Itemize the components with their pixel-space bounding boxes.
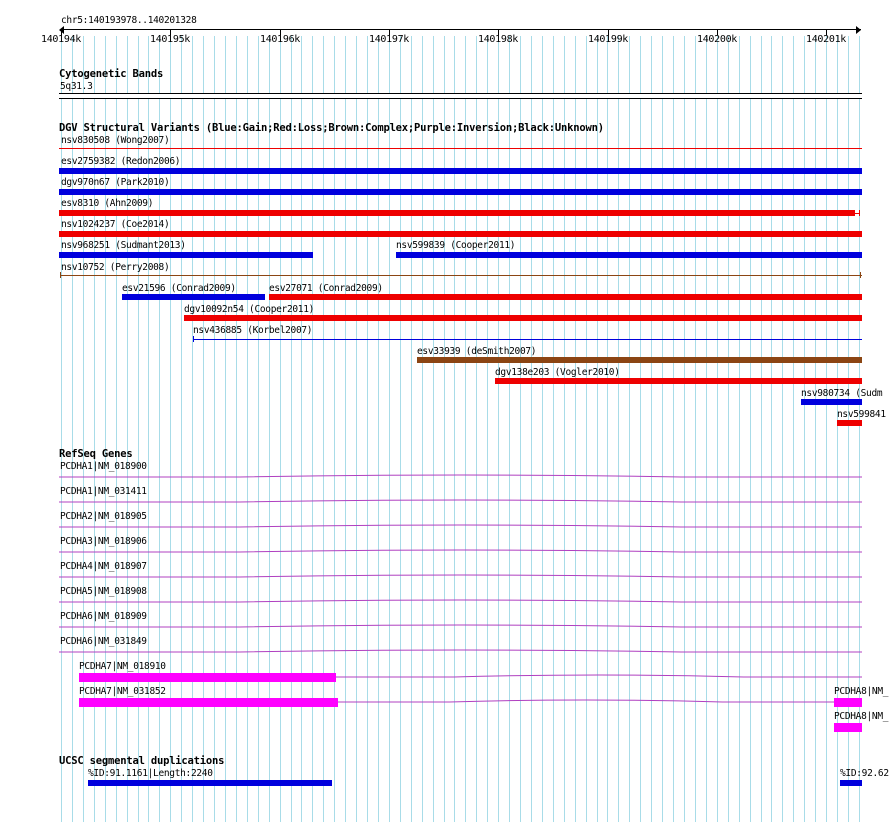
- gene-intron-line[interactable]: [59, 600, 862, 602]
- gene-label: PCDHA6|NM_031849: [60, 636, 147, 647]
- gene-intron-line[interactable]: [59, 525, 862, 527]
- gene-intron-line[interactable]: [338, 700, 834, 702]
- gene-exon[interactable]: [834, 723, 862, 732]
- gene-label: PCDHA6|NM_018909: [60, 611, 147, 622]
- gene-label: PCDHA5|NM_018908: [60, 586, 147, 597]
- dgv-feature-label: dgv138e203 (Vogler2010): [495, 367, 620, 378]
- ruler-tick-label: 140198k: [477, 34, 519, 45]
- ruler-tick-label: 140195k: [149, 34, 191, 45]
- dgv-feature-label: esv2759382 (Redon2006): [61, 156, 181, 167]
- gene-exon[interactable]: [79, 698, 338, 707]
- gene-label: PCDHA1|NM_031411: [60, 486, 147, 497]
- gene-label: PCDHA4|NM_018907: [60, 561, 147, 572]
- gene-intron-line[interactable]: [59, 475, 862, 477]
- gene-label: PCDHA3|NM_018906: [60, 536, 147, 547]
- ruler-tick-label: 140194k: [40, 34, 82, 45]
- cytoband-track-title: Cytogenetic Bands: [59, 68, 164, 80]
- gene-label: PCDHA7|NM_031852: [79, 686, 166, 697]
- segdup-bar[interactable]: [88, 780, 332, 786]
- dgv-feature-label: nsv599839 (Cooper2011): [396, 240, 516, 251]
- ruler-tick-label: 140197k: [368, 34, 410, 45]
- locus-label: chr5:140193978..140201328: [61, 15, 197, 26]
- ruler-tick-label: 140199k: [587, 34, 629, 45]
- dgv-feature-label: nsv599841: [837, 409, 886, 420]
- gene-label: PCDHA8|NM_: [834, 711, 889, 722]
- dgv-feature-label: nsv830508 (Wong2007): [61, 135, 170, 146]
- dgv-feature-label: nsv968251 (Sudmant2013): [61, 240, 186, 251]
- dgv-feature-label: nsv436885 (Korbel2007): [193, 325, 313, 336]
- dgv-feature-label: esv33939 (deSmith2007): [417, 346, 537, 357]
- dgv-feature-label: esv8310 (Ahn2009): [61, 198, 154, 209]
- dgv-feature-label: esv21596 (Conrad2009): [122, 283, 236, 294]
- gene-intron-line[interactable]: [59, 650, 862, 652]
- gene-intron-line[interactable]: [336, 675, 862, 677]
- segdup-label: %ID:92.62: [840, 768, 889, 779]
- dgv-feature-label: dgv970n67 (Park2010): [61, 177, 170, 188]
- refseq-track-title: RefSeq Genes: [59, 448, 133, 460]
- gene-intron-line[interactable]: [59, 575, 862, 577]
- gene-intron-line[interactable]: [59, 625, 862, 627]
- gene-intron-line[interactable]: [59, 500, 862, 502]
- ruler-tick-label: 140200k: [696, 34, 738, 45]
- segdup-label: %ID:91.1161|Length:2240: [88, 768, 213, 779]
- gene-label: PCDHA8|NM_: [834, 686, 889, 697]
- ruler-tick-label: 140201k: [805, 34, 847, 45]
- ruler-tick-label: 140196k: [259, 34, 301, 45]
- gene-intron-line[interactable]: [59, 550, 862, 552]
- segdup-track-title: UCSC segmental duplications: [59, 755, 225, 767]
- dgv-feature-label: nsv1024237 (Coe2014): [61, 219, 170, 230]
- cytoband-label: 5q31.3: [60, 81, 93, 92]
- gene-label: PCDHA2|NM_018905: [60, 511, 147, 522]
- dgv-feature-label: nsv10752 (Perry2008): [61, 262, 170, 273]
- gene-exon[interactable]: [79, 673, 336, 682]
- segdup-bar[interactable]: [840, 780, 862, 786]
- dgv-feature-label: esv27071 (Conrad2009): [269, 283, 383, 294]
- gene-label: PCDHA7|NM_018910: [79, 661, 166, 672]
- dgv-track-title: DGV Structural Variants (Blue:Gain;Red:Loss;Brown:Complex;Purple:Inversion;Black:Unknown): [59, 122, 604, 134]
- dgv-feature-label: nsv980734 (Sudm: [801, 388, 883, 399]
- gene-label: PCDHA1|NM_018900: [60, 461, 147, 472]
- dgv-feature-label: dgv10092n54 (Cooper2011): [184, 304, 315, 315]
- gene-exon[interactable]: [834, 698, 862, 707]
